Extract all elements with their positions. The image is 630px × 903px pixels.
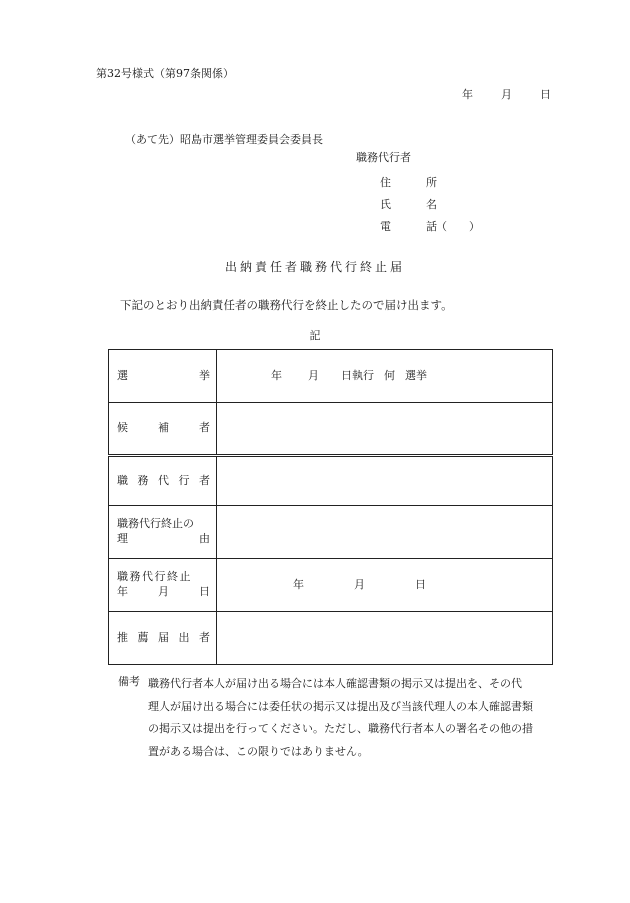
remarks-heading: 備考 [118, 675, 140, 688]
agent-field-phone: 電 話 （ ） [380, 220, 480, 233]
table-row-election [109, 350, 553, 403]
document-title: 出納責任者職務代行終止届 [224, 260, 405, 274]
agent-field-address: 住 所 [380, 176, 437, 189]
label-election: 選 挙 [109, 350, 217, 403]
label-reason: 職務代行終止の 理 由 [109, 506, 217, 559]
label-end-date: 職務代行終止 年 月 日 [109, 559, 217, 612]
phone-area-code: （ ） [436, 220, 480, 233]
agent-fields [380, 174, 480, 240]
date-month-label: 月 [501, 88, 512, 101]
form-table [108, 349, 553, 665]
ki-heading: 記 [309, 329, 321, 342]
value-agent[interactable] [217, 456, 553, 506]
value-reason[interactable] [217, 506, 553, 559]
remarks-body: 職務代行者本人が届け出る場合には本人確認書類の掲示又は提出を、その代 理人が届け出る場合には委任状の掲示又は提出及び当該代理人の本人確認書類 の掲示又は提出を行ってください。ただし、職務代行者本人の署名その他の措 置がある場合は、この限りではありません。 [148, 677, 533, 758]
table-row-nominator [109, 612, 553, 665]
table-row-end-date [109, 559, 553, 612]
table-row-agent [109, 456, 553, 506]
label-nominator: 推 薦 届 出 者 [109, 612, 217, 665]
date-day-label: 日 [540, 88, 551, 101]
value-nominator[interactable] [217, 612, 553, 665]
submission-date [462, 89, 551, 100]
date-year-label: 年 [462, 88, 473, 101]
value-election[interactable]: 年 月 日執行 何 選挙 [217, 350, 553, 403]
table-row-reason [109, 506, 553, 559]
form-number: 第32号様式（第97条関係） [96, 67, 234, 80]
agent-heading: 職務代行者 [356, 151, 411, 164]
addressee: （あて先）昭島市選挙管理委員会委員長 [125, 133, 323, 146]
label-candidate: 候 補 者 [109, 403, 217, 456]
table-row-candidate [109, 403, 553, 456]
agent-field-name: 氏 名 [380, 198, 437, 211]
value-end-date[interactable]: 年 月 日 [217, 559, 553, 612]
label-agent: 職 務 代 行 者 [109, 456, 217, 506]
lead-sentence: 下記のとおり出納責任者の職務代行を終止したので届け出ます。 [120, 298, 453, 312]
value-candidate[interactable] [217, 403, 553, 456]
